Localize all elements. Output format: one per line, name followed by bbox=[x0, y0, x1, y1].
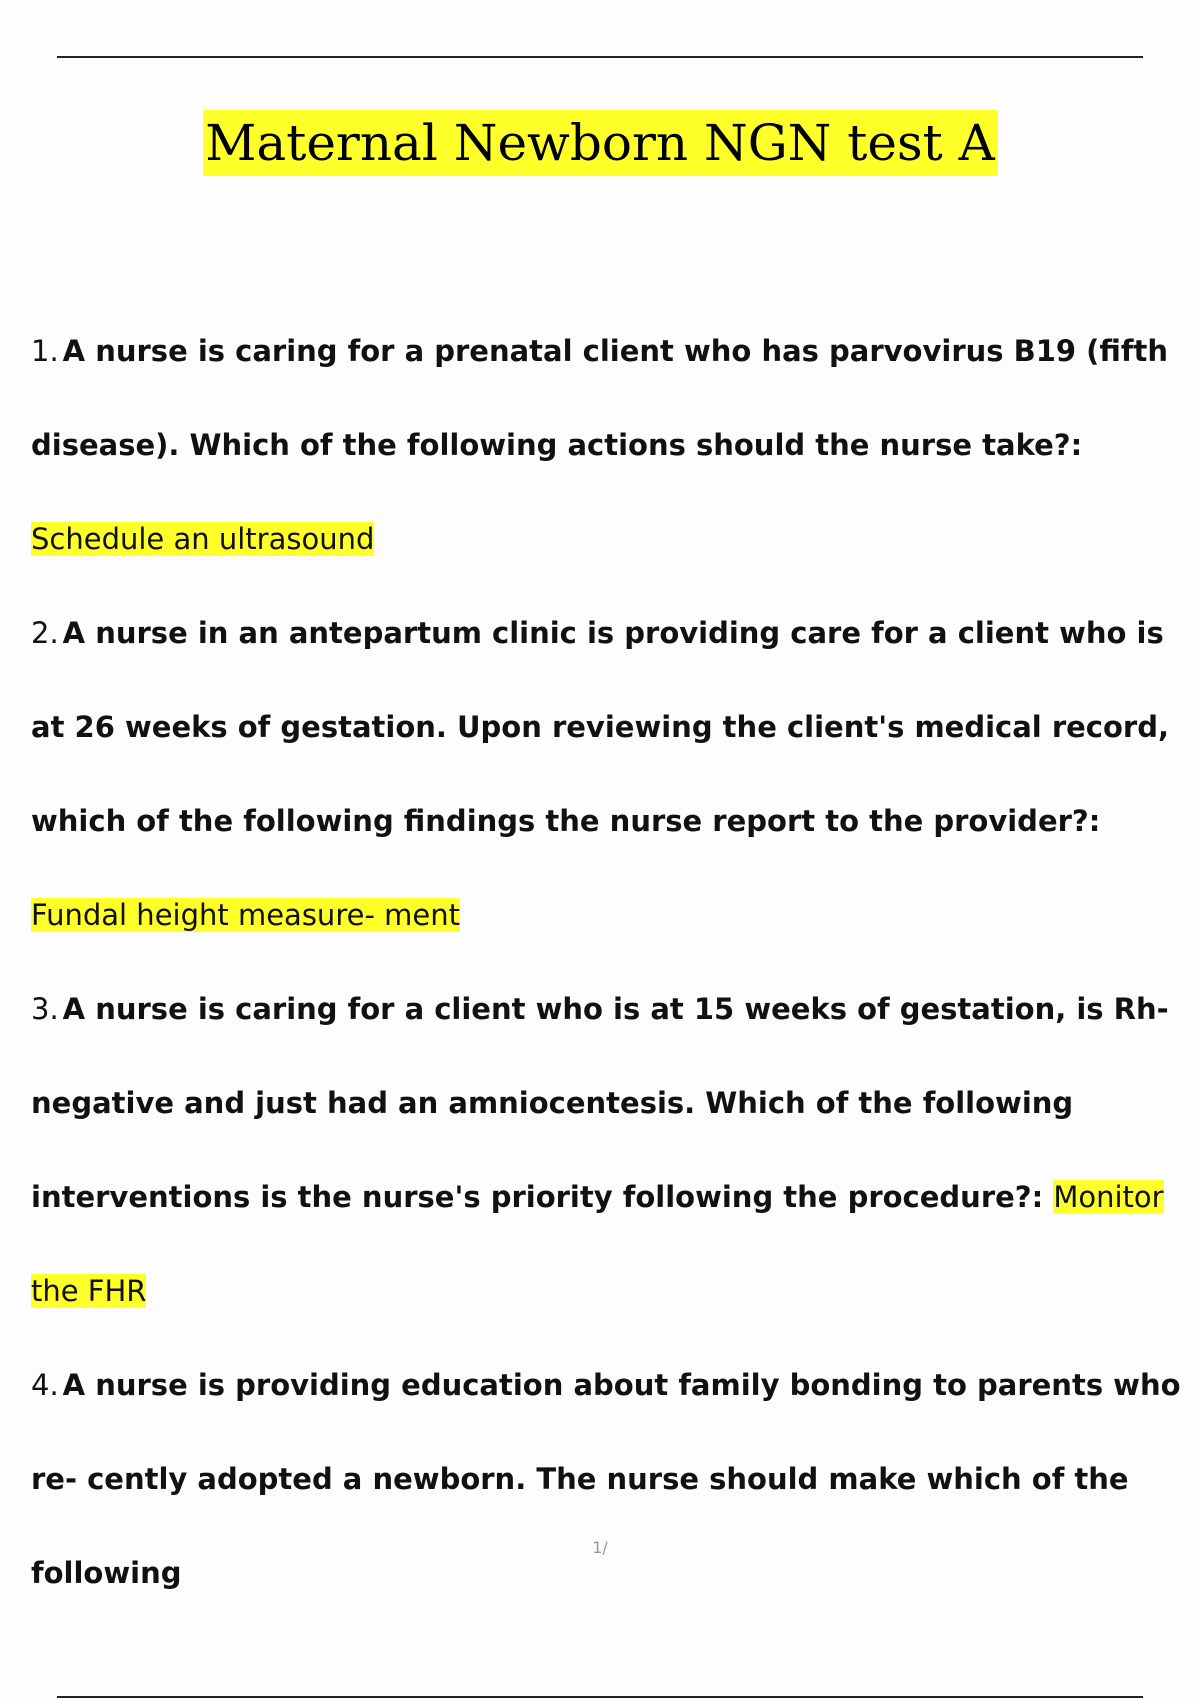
question-list bbox=[31, 304, 1181, 1620]
title-container bbox=[0, 110, 1200, 176]
question-text: A nurse is providing education about family bonding to parents who re- cently adopted a newborn. The nurse should make which of the following bbox=[31, 1368, 1181, 1590]
question-number: 2. bbox=[31, 616, 59, 650]
question-item bbox=[31, 962, 1181, 1338]
question-number: 3. bbox=[31, 992, 59, 1026]
question-number: 4. bbox=[31, 1368, 59, 1402]
question-number: 1. bbox=[31, 334, 59, 368]
question-item bbox=[31, 304, 1181, 586]
document-title: Maternal Newborn NGN test A bbox=[203, 110, 997, 176]
question-item bbox=[31, 1338, 1181, 1620]
question-text: A nurse is caring for a client who is at 15 weeks of gestation, is Rh-negative and just had an amniocentesis. Which of the following interventions is the nurse's priority following the procedure?: bbox=[31, 992, 1169, 1214]
question-answer: Monitor the FHR bbox=[31, 1180, 1164, 1308]
header-rule bbox=[57, 56, 1143, 58]
question-text: A nurse is caring for a prenatal client who has parvovirus B19 (fifth disease). Which of the following actions should the nurse take?: bbox=[31, 334, 1169, 462]
question-text: A nurse in an antepartum clinic is providing care for a client who is at 26 weeks of gestation. Upon reviewing the client's medical record, which of the following findings the nurse report to the provider?: bbox=[31, 616, 1169, 838]
footer-rule bbox=[57, 1696, 1143, 1698]
question-answer: Schedule an ultrasound bbox=[31, 522, 375, 556]
question-answer: Fundal height measure- ment bbox=[31, 898, 460, 932]
question-item bbox=[31, 586, 1181, 962]
page-number: 1/ bbox=[592, 1538, 608, 1557]
